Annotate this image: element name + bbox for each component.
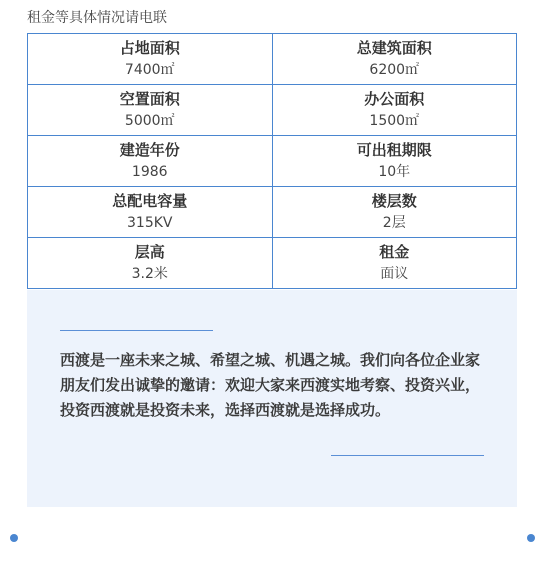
right-dot-icon: [527, 534, 535, 542]
spec-cell-floor-height: [28, 238, 273, 289]
left-dot-icon: [10, 534, 18, 542]
top-divider: [60, 330, 213, 331]
spec-cell-rent: [272, 238, 517, 289]
spec-label: 租金: [379, 243, 410, 261]
spec-cell-office-area: [272, 85, 517, 136]
spec-label: 办公面积: [364, 90, 425, 108]
table-row: [28, 187, 517, 238]
spec-cell-land-area: [28, 34, 273, 85]
table-row: [28, 238, 517, 289]
spec-value: 10年: [378, 164, 411, 180]
spec-cell-build-year: [28, 136, 273, 187]
spec-label: 建造年份: [119, 141, 180, 159]
spec-cell-vacant-area: [28, 85, 273, 136]
table-row: [28, 136, 517, 187]
spec-label: 总建筑面积: [356, 39, 432, 57]
spec-value: 315KV: [127, 215, 173, 231]
bottom-divider: [331, 455, 484, 456]
spec-value: 6200㎡: [369, 62, 420, 78]
spec-value: 1500㎡: [369, 113, 420, 129]
contact-note: 租金等具体情况请电联: [27, 10, 167, 26]
spec-label: 可出租期限: [356, 141, 432, 159]
spec-value: 7400㎡: [124, 62, 175, 78]
invitation-text: 西渡是一座未来之城、希望之城、机遇之城。我们向各位企业家朋友们发出诚挚的邀请：欢迎大家来西渡实地考察、投资兴业，投资西渡就是投资未来，选择西渡就是选择成功。: [60, 351, 481, 419]
property-spec-table: [27, 33, 517, 289]
spec-cell-floor-count: [272, 187, 517, 238]
spec-cell-total-floor-area: [272, 34, 517, 85]
spec-cell-power-capacity: [28, 187, 273, 238]
spec-cell-lease-term: [272, 136, 517, 187]
spec-value: 1986: [131, 164, 168, 180]
table-row: [28, 34, 517, 85]
spec-value: 5000㎡: [124, 113, 175, 129]
spec-value: 2层: [382, 215, 406, 231]
spec-value: 3.2米: [131, 266, 168, 282]
invitation-panel: [27, 290, 517, 507]
spec-label: 总配电容量: [112, 192, 188, 210]
spec-label: 楼层数: [371, 192, 417, 210]
spec-label: 层高: [134, 243, 165, 261]
spec-value: 面议: [380, 266, 409, 282]
spec-label: 占地面积: [119, 39, 180, 57]
spec-label: 空置面积: [119, 90, 180, 108]
table-row: [28, 85, 517, 136]
